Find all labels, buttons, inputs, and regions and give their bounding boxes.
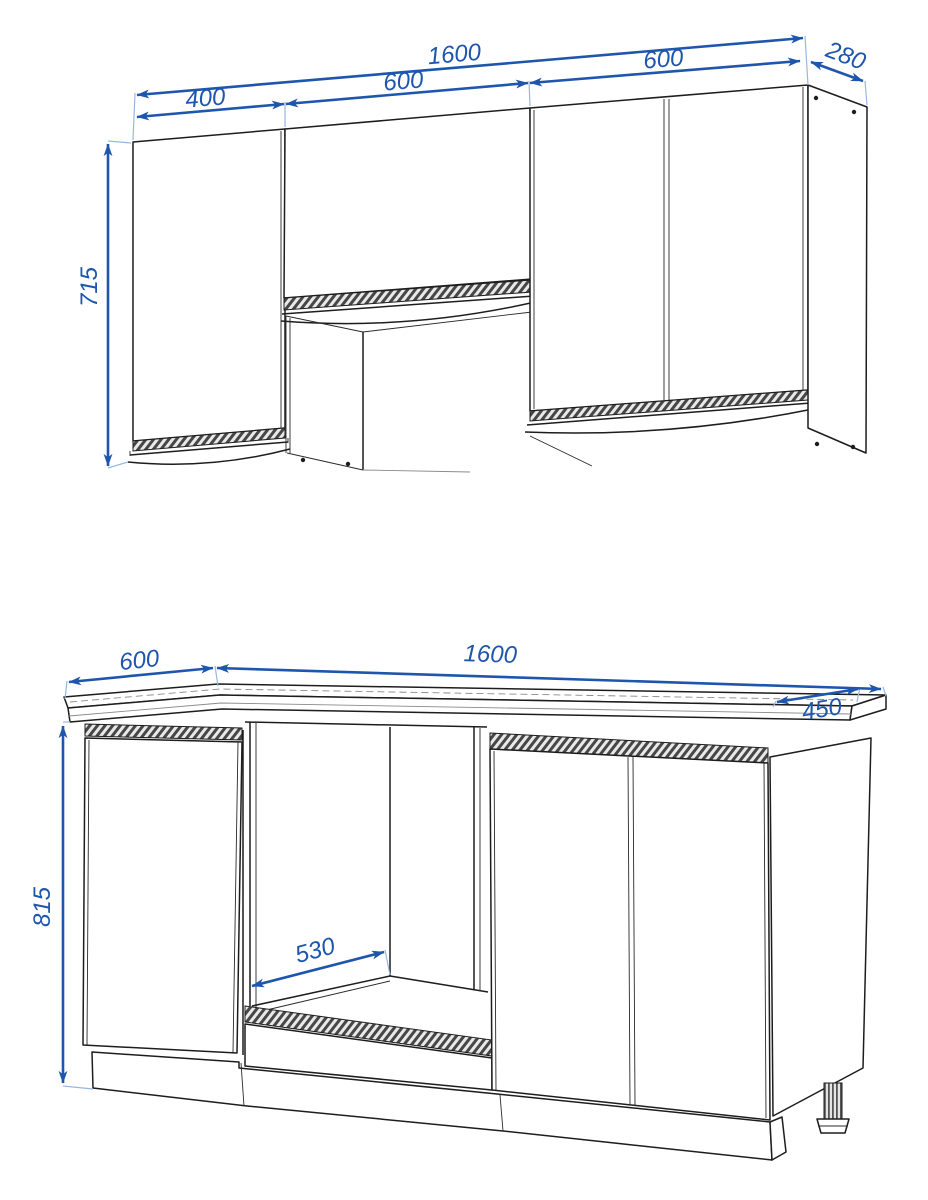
dim-lower-countertop-depth: 450 (799, 693, 844, 727)
base-left-cabinet (83, 724, 242, 1053)
dim-lower-run-width: 1600 (463, 640, 518, 669)
countertop (64, 684, 886, 722)
base-appliance-opening (243, 722, 492, 1090)
base-right-cabinet (490, 733, 871, 1133)
dim-upper-height: 715 (76, 266, 103, 308)
dim-lower-left-width: 600 (117, 645, 161, 677)
base-cabinets-drawing (29, 640, 886, 1160)
upper-cabinets-drawing (76, 36, 870, 472)
dim-lower-height: 815 (29, 886, 56, 928)
dim-upper-segment-middle: 600 (382, 66, 425, 97)
upper-left-cabinet (128, 129, 290, 464)
dim-lower-opening-width: 530 (292, 932, 338, 969)
dim-upper-total-width: 1600 (426, 38, 483, 71)
dim-upper-side-depth: 280 (822, 36, 870, 76)
dim-upper-segment-left: 400 (184, 83, 227, 114)
upper-right-cabinet (525, 85, 867, 453)
dim-upper-segment-right: 600 (642, 44, 685, 75)
